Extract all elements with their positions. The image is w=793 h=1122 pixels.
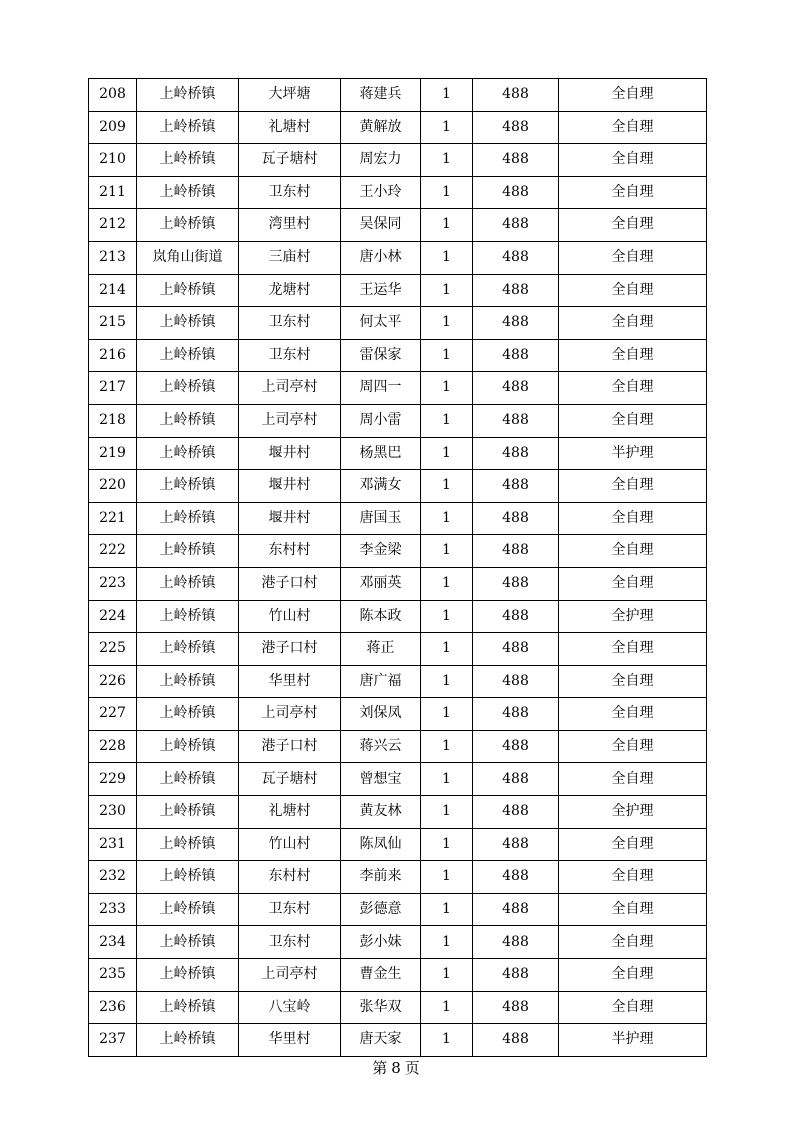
- cell-index: 237: [89, 1024, 137, 1057]
- cell-count: 1: [421, 926, 473, 959]
- table-row: [89, 307, 707, 340]
- cell-care-type: 全自理: [559, 502, 707, 535]
- cell-count: 1: [421, 828, 473, 861]
- table-row: [89, 730, 707, 763]
- cell-count: 1: [421, 698, 473, 731]
- cell-count: 1: [421, 339, 473, 372]
- cell-amount: 488: [473, 828, 559, 861]
- table-row: [89, 372, 707, 405]
- cell-name: 唐小林: [341, 241, 421, 274]
- table-row: [89, 339, 707, 372]
- cell-amount: 488: [473, 698, 559, 731]
- cell-index: 209: [89, 111, 137, 144]
- cell-care-type: 全自理: [559, 111, 707, 144]
- cell-care-type: 全自理: [559, 633, 707, 666]
- table-row: [89, 470, 707, 503]
- cell-amount: 488: [473, 144, 559, 177]
- cell-count: 1: [421, 991, 473, 1024]
- cell-name: 唐广福: [341, 665, 421, 698]
- cell-town: 上岭桥镇: [137, 698, 239, 731]
- cell-town: 上岭桥镇: [137, 307, 239, 340]
- cell-count: 1: [421, 567, 473, 600]
- cell-name: 彭德意: [341, 893, 421, 926]
- cell-care-type: 全自理: [559, 79, 707, 112]
- cell-village: 东村村: [239, 535, 341, 568]
- cell-care-type: 半护理: [559, 1024, 707, 1057]
- table-row: [89, 861, 707, 894]
- cell-index: 222: [89, 535, 137, 568]
- cell-amount: 488: [473, 209, 559, 242]
- cell-amount: 488: [473, 926, 559, 959]
- cell-name: 彭小妹: [341, 926, 421, 959]
- cell-name: 黄解放: [341, 111, 421, 144]
- cell-name: 杨黑巴: [341, 437, 421, 470]
- cell-care-type: 全自理: [559, 144, 707, 177]
- cell-index: 223: [89, 567, 137, 600]
- cell-name: 唐天家: [341, 1024, 421, 1057]
- cell-index: 227: [89, 698, 137, 731]
- cell-count: 1: [421, 1024, 473, 1057]
- footer-prefix: 第: [372, 1059, 389, 1077]
- table-row: [89, 991, 707, 1024]
- table-row: [89, 535, 707, 568]
- cell-amount: 488: [473, 567, 559, 600]
- cell-town: 上岭桥镇: [137, 437, 239, 470]
- table-row: [89, 209, 707, 242]
- cell-amount: 488: [473, 404, 559, 437]
- cell-village: 竹山村: [239, 828, 341, 861]
- cell-care-type: 半护理: [559, 437, 707, 470]
- cell-care-type: 全护理: [559, 600, 707, 633]
- cell-index: 230: [89, 796, 137, 829]
- cell-village: 龙塘村: [239, 274, 341, 307]
- cell-count: 1: [421, 274, 473, 307]
- subsidy-table: [88, 78, 707, 1057]
- cell-name: 唐国玉: [341, 502, 421, 535]
- table-row: [89, 241, 707, 274]
- cell-name: 曾想宝: [341, 763, 421, 796]
- cell-town: 上岭桥镇: [137, 111, 239, 144]
- cell-village: 港子口村: [239, 567, 341, 600]
- table-row: [89, 959, 707, 992]
- cell-village: 上司亭村: [239, 404, 341, 437]
- cell-amount: 488: [473, 79, 559, 112]
- cell-care-type: 全自理: [559, 209, 707, 242]
- cell-name: 蒋兴云: [341, 730, 421, 763]
- cell-care-type: 全自理: [559, 698, 707, 731]
- cell-town: 上岭桥镇: [137, 763, 239, 796]
- cell-count: 1: [421, 372, 473, 405]
- cell-town: 上岭桥镇: [137, 339, 239, 372]
- cell-amount: 488: [473, 307, 559, 340]
- table-row: [89, 567, 707, 600]
- cell-amount: 488: [473, 991, 559, 1024]
- cell-amount: 488: [473, 861, 559, 894]
- cell-index: 228: [89, 730, 137, 763]
- cell-index: 221: [89, 502, 137, 535]
- cell-count: 1: [421, 307, 473, 340]
- cell-amount: 488: [473, 893, 559, 926]
- cell-count: 1: [421, 144, 473, 177]
- cell-index: 216: [89, 339, 137, 372]
- cell-amount: 488: [473, 633, 559, 666]
- cell-care-type: 全自理: [559, 404, 707, 437]
- cell-index: 215: [89, 307, 137, 340]
- table-row: [89, 111, 707, 144]
- cell-count: 1: [421, 111, 473, 144]
- cell-name: 邓满女: [341, 470, 421, 503]
- cell-amount: 488: [473, 665, 559, 698]
- cell-town: 上岭桥镇: [137, 926, 239, 959]
- cell-care-type: 全自理: [559, 959, 707, 992]
- cell-town: 上岭桥镇: [137, 893, 239, 926]
- cell-village: 卫东村: [239, 339, 341, 372]
- cell-count: 1: [421, 79, 473, 112]
- cell-care-type: 全自理: [559, 339, 707, 372]
- cell-care-type: 全护理: [559, 796, 707, 829]
- cell-name: 张华双: [341, 991, 421, 1024]
- cell-count: 1: [421, 861, 473, 894]
- table-row: [89, 893, 707, 926]
- cell-care-type: 全自理: [559, 893, 707, 926]
- cell-index: 232: [89, 861, 137, 894]
- cell-care-type: 全自理: [559, 307, 707, 340]
- footer-suffix: 页: [404, 1059, 421, 1077]
- table-row: [89, 665, 707, 698]
- cell-village: 瓦子塘村: [239, 763, 341, 796]
- cell-index: 236: [89, 991, 137, 1024]
- cell-town: 上岭桥镇: [137, 567, 239, 600]
- cell-town: 上岭桥镇: [137, 502, 239, 535]
- cell-village: 港子口村: [239, 633, 341, 666]
- cell-amount: 488: [473, 176, 559, 209]
- cell-amount: 488: [473, 1024, 559, 1057]
- cell-village: 瓦子塘村: [239, 144, 341, 177]
- cell-care-type: 全自理: [559, 176, 707, 209]
- cell-index: 218: [89, 404, 137, 437]
- page-footer: [0, 1057, 793, 1078]
- cell-index: 234: [89, 926, 137, 959]
- cell-town: 上岭桥镇: [137, 1024, 239, 1057]
- cell-care-type: 全自理: [559, 828, 707, 861]
- cell-care-type: 全自理: [559, 241, 707, 274]
- table-row: [89, 144, 707, 177]
- cell-name: 蒋建兵: [341, 79, 421, 112]
- cell-town: 上岭桥镇: [137, 991, 239, 1024]
- cell-village: 礼塘村: [239, 111, 341, 144]
- cell-count: 1: [421, 665, 473, 698]
- cell-index: 220: [89, 470, 137, 503]
- cell-name: 周宏力: [341, 144, 421, 177]
- cell-village: 堰井村: [239, 437, 341, 470]
- cell-count: 1: [421, 893, 473, 926]
- cell-index: 225: [89, 633, 137, 666]
- cell-care-type: 全自理: [559, 763, 707, 796]
- cell-count: 1: [421, 730, 473, 763]
- cell-village: 堰井村: [239, 502, 341, 535]
- cell-town: 上岭桥镇: [137, 372, 239, 405]
- cell-town: 上岭桥镇: [137, 470, 239, 503]
- cell-index: 208: [89, 79, 137, 112]
- cell-town: 上岭桥镇: [137, 665, 239, 698]
- cell-town: 上岭桥镇: [137, 535, 239, 568]
- cell-care-type: 全自理: [559, 470, 707, 503]
- table-row: [89, 698, 707, 731]
- cell-name: 周小雷: [341, 404, 421, 437]
- cell-name: 吴保同: [341, 209, 421, 242]
- cell-village: 竹山村: [239, 600, 341, 633]
- cell-village: 华里村: [239, 665, 341, 698]
- cell-care-type: 全自理: [559, 372, 707, 405]
- cell-index: 229: [89, 763, 137, 796]
- cell-index: 210: [89, 144, 137, 177]
- cell-village: 港子口村: [239, 730, 341, 763]
- cell-count: 1: [421, 959, 473, 992]
- table-row: [89, 176, 707, 209]
- cell-count: 1: [421, 502, 473, 535]
- table-row: [89, 828, 707, 861]
- table-body: [89, 79, 707, 1057]
- table-row: [89, 926, 707, 959]
- cell-count: 1: [421, 176, 473, 209]
- cell-town: 上岭桥镇: [137, 796, 239, 829]
- cell-amount: 488: [473, 600, 559, 633]
- cell-name: 曹金生: [341, 959, 421, 992]
- cell-index: 213: [89, 241, 137, 274]
- cell-index: 224: [89, 600, 137, 633]
- cell-care-type: 全自理: [559, 535, 707, 568]
- cell-town: 上岭桥镇: [137, 176, 239, 209]
- cell-index: 233: [89, 893, 137, 926]
- table-row: [89, 1024, 707, 1057]
- cell-village: 东村村: [239, 861, 341, 894]
- table-row: [89, 633, 707, 666]
- table-row: [89, 600, 707, 633]
- cell-name: 陈凤仙: [341, 828, 421, 861]
- footer-page-number: 8: [391, 1059, 402, 1077]
- cell-amount: 488: [473, 470, 559, 503]
- cell-amount: 488: [473, 111, 559, 144]
- cell-count: 1: [421, 763, 473, 796]
- cell-index: 212: [89, 209, 137, 242]
- cell-town: 上岭桥镇: [137, 209, 239, 242]
- cell-name: 王小玲: [341, 176, 421, 209]
- cell-village: 华里村: [239, 1024, 341, 1057]
- cell-care-type: 全自理: [559, 926, 707, 959]
- cell-town: 上岭桥镇: [137, 79, 239, 112]
- cell-village: 卫东村: [239, 176, 341, 209]
- cell-town: 上岭桥镇: [137, 404, 239, 437]
- cell-town: 上岭桥镇: [137, 828, 239, 861]
- cell-town: 上岭桥镇: [137, 144, 239, 177]
- cell-village: 卫东村: [239, 307, 341, 340]
- cell-count: 1: [421, 633, 473, 666]
- cell-amount: 488: [473, 959, 559, 992]
- cell-index: 219: [89, 437, 137, 470]
- cell-index: 235: [89, 959, 137, 992]
- cell-town: 上岭桥镇: [137, 600, 239, 633]
- cell-count: 1: [421, 437, 473, 470]
- cell-count: 1: [421, 600, 473, 633]
- cell-town: 岚角山街道: [137, 241, 239, 274]
- cell-amount: 488: [473, 437, 559, 470]
- cell-village: 大坪塘: [239, 79, 341, 112]
- cell-village: 三庙村: [239, 241, 341, 274]
- cell-name: 刘保凤: [341, 698, 421, 731]
- cell-town: 上岭桥镇: [137, 274, 239, 307]
- cell-amount: 488: [473, 796, 559, 829]
- table-row: [89, 274, 707, 307]
- cell-amount: 488: [473, 241, 559, 274]
- cell-name: 周四一: [341, 372, 421, 405]
- cell-amount: 488: [473, 502, 559, 535]
- cell-name: 陈本政: [341, 600, 421, 633]
- cell-index: 231: [89, 828, 137, 861]
- cell-care-type: 全自理: [559, 991, 707, 1024]
- cell-village: 八宝岭: [239, 991, 341, 1024]
- cell-care-type: 全自理: [559, 567, 707, 600]
- cell-village: 卫东村: [239, 926, 341, 959]
- cell-village: 上司亭村: [239, 372, 341, 405]
- cell-count: 1: [421, 404, 473, 437]
- table-row: [89, 796, 707, 829]
- cell-count: 1: [421, 535, 473, 568]
- cell-name: 王运华: [341, 274, 421, 307]
- cell-name: 李前来: [341, 861, 421, 894]
- cell-name: 邓丽英: [341, 567, 421, 600]
- cell-name: 雷保家: [341, 339, 421, 372]
- table-row: [89, 763, 707, 796]
- cell-town: 上岭桥镇: [137, 959, 239, 992]
- cell-village: 上司亭村: [239, 959, 341, 992]
- cell-care-type: 全自理: [559, 665, 707, 698]
- cell-town: 上岭桥镇: [137, 730, 239, 763]
- cell-care-type: 全自理: [559, 730, 707, 763]
- cell-village: 上司亭村: [239, 698, 341, 731]
- cell-town: 上岭桥镇: [137, 861, 239, 894]
- cell-village: 湾里村: [239, 209, 341, 242]
- table-row: [89, 502, 707, 535]
- cell-amount: 488: [473, 730, 559, 763]
- cell-index: 211: [89, 176, 137, 209]
- cell-index: 214: [89, 274, 137, 307]
- cell-count: 1: [421, 470, 473, 503]
- cell-care-type: 全自理: [559, 274, 707, 307]
- cell-amount: 488: [473, 535, 559, 568]
- cell-count: 1: [421, 796, 473, 829]
- cell-name: 黄友林: [341, 796, 421, 829]
- cell-count: 1: [421, 241, 473, 274]
- cell-name: 李金梁: [341, 535, 421, 568]
- cell-village: 卫东村: [239, 893, 341, 926]
- cell-amount: 488: [473, 372, 559, 405]
- table-row: [89, 79, 707, 112]
- cell-town: 上岭桥镇: [137, 633, 239, 666]
- cell-care-type: 全自理: [559, 861, 707, 894]
- cell-index: 226: [89, 665, 137, 698]
- cell-village: 礼塘村: [239, 796, 341, 829]
- cell-name: 蒋正: [341, 633, 421, 666]
- cell-index: 217: [89, 372, 137, 405]
- table-row: [89, 437, 707, 470]
- cell-amount: 488: [473, 274, 559, 307]
- cell-village: 堰井村: [239, 470, 341, 503]
- cell-name: 何太平: [341, 307, 421, 340]
- cell-count: 1: [421, 209, 473, 242]
- cell-amount: 488: [473, 763, 559, 796]
- cell-amount: 488: [473, 339, 559, 372]
- table-row: [89, 404, 707, 437]
